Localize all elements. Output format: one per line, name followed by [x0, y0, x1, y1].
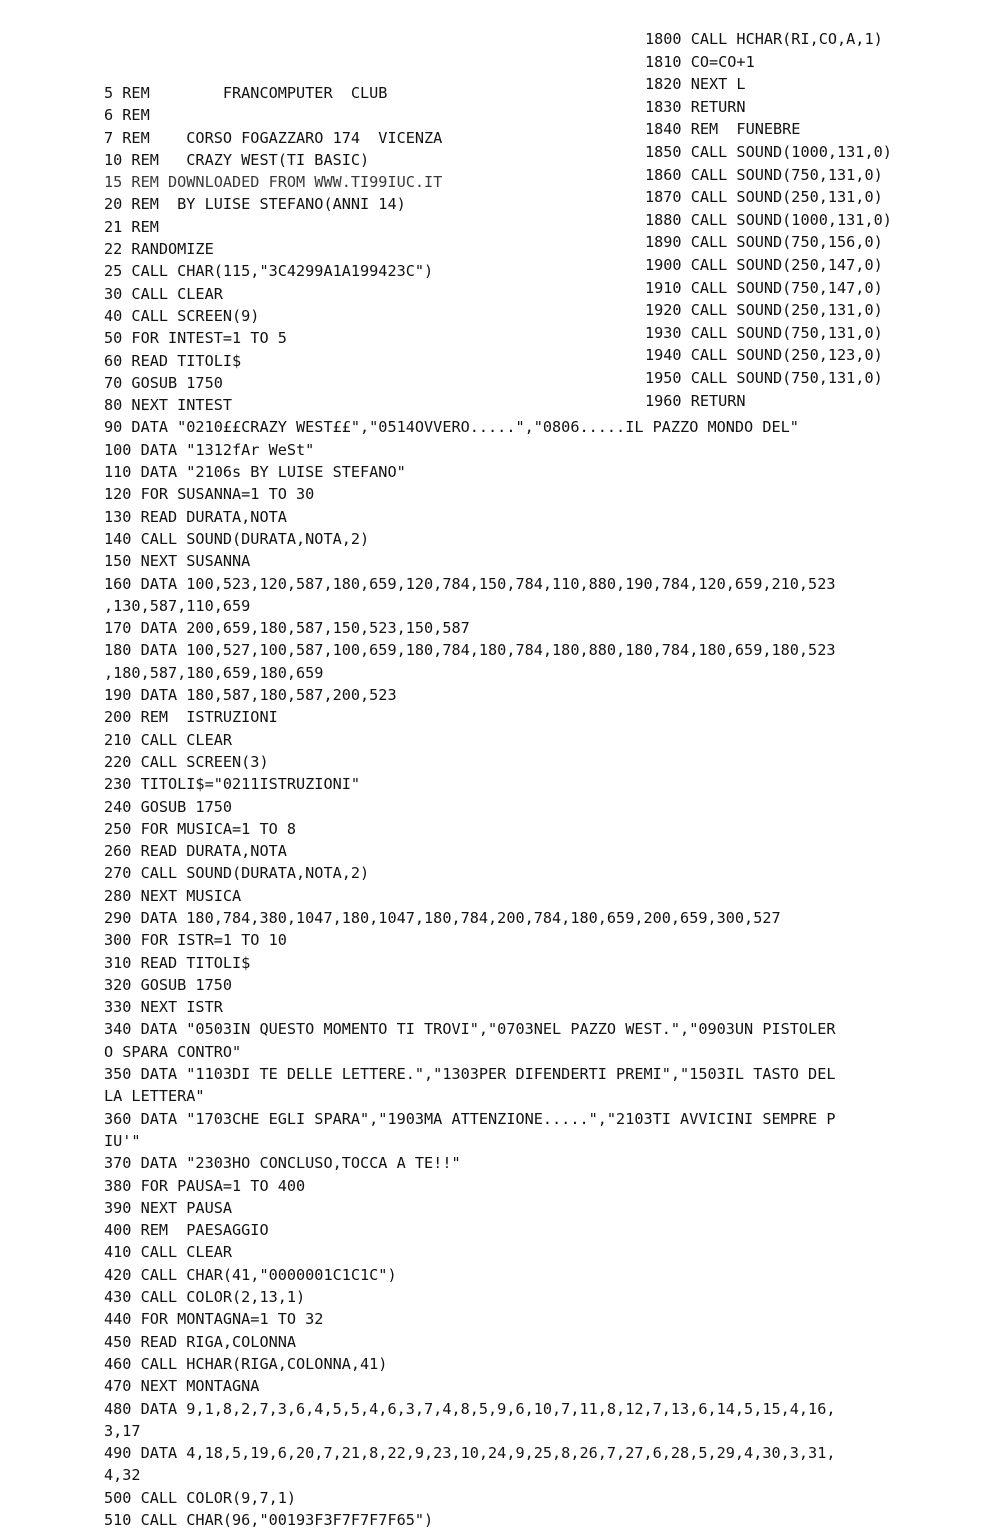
code-line: 1880 CALL SOUND(1000,131,0): [645, 210, 892, 229]
code-line: 1890 CALL SOUND(750,156,0): [645, 233, 883, 252]
code-line: 25 CALL CHAR(115,"3C4299A1A199423C"): [104, 262, 434, 281]
code-line: 1940 CALL SOUND(250,123,0): [645, 346, 883, 365]
code-line: 510 CALL CHAR(96,"00193F3F7F7F7F65"): [104, 1511, 434, 1529]
code-line: 1910 CALL SOUND(750,147,0): [645, 278, 883, 297]
code-line: ,130,587,110,659: [104, 596, 251, 615]
code-line: 170 DATA 200,659,180,587,150,523,150,587: [104, 619, 470, 638]
code-line: 1960 RETURN: [645, 391, 746, 410]
code-line: 1800 CALL HCHAR(RI,CO,A,1): [645, 30, 883, 48]
code-line: 240 GOSUB 1750: [104, 797, 233, 816]
code-line: 300 FOR ISTR=1 TO 10: [104, 931, 287, 950]
code-line: 320 GOSUB 1750: [104, 975, 233, 994]
code-line: 200 REM ISTRUZIONI: [104, 708, 278, 727]
code-line: 1950 CALL SOUND(750,131,0): [645, 368, 883, 387]
code-line: 430 CALL COLOR(2,13,1): [104, 1288, 306, 1307]
code-line: 40 CALL SCREEN(9): [104, 306, 260, 325]
code-line: 230 TITOLI$="0211ISTRUZIONI": [104, 775, 361, 794]
code-line: 5 REM FRANCOMPUTER CLUB: [104, 84, 388, 102]
code-line: 500 CALL COLOR(9,7,1): [104, 1488, 297, 1507]
code-line: 390 NEXT PAUSA: [104, 1198, 233, 1217]
code-line: 50 FOR INTEST=1 TO 5: [104, 329, 287, 348]
code-line: 440 FOR MONTAGNA=1 TO 32: [104, 1310, 324, 1329]
code-line: 140 CALL SOUND(DURATA,NOTA,2): [104, 529, 370, 548]
code-line: 7 REM CORSO FOGAZZARO 174 VICENZA: [104, 128, 443, 147]
code-line: ,180,587,180,659,180,659: [104, 663, 324, 682]
code-line: 22 RANDOMIZE: [104, 240, 214, 259]
code-line: 1840 REM FUNEBRE: [645, 120, 801, 139]
code-line: 21 REM: [104, 217, 159, 236]
code-line: 20 REM BY LUISE STEFANO(ANNI 14): [104, 195, 406, 214]
code-line: 80 NEXT INTEST: [104, 396, 233, 415]
code-line: 360 DATA "1703CHE EGLI SPARA","1903MA ATTENZIONE.....","2103TI AVVICINI SEMPRE P: [104, 1109, 836, 1128]
code-line: 280 NEXT MUSICA: [104, 886, 242, 905]
code-line: 450 READ RIGA,COLONNA: [104, 1332, 297, 1351]
code-line: 220 CALL SCREEN(3): [104, 752, 269, 771]
code-line: 90 DATA "0210££CRAZY WEST££","0514OVVERO.....","0806.....IL PAZZO MONDO DEL": [104, 418, 799, 437]
code-line: 110 DATA "2106s BY LUISE STEFANO": [104, 463, 406, 482]
code-line: 1930 CALL SOUND(750,131,0): [645, 323, 883, 342]
code-line: 270 CALL SOUND(DURATA,NOTA,2): [104, 864, 370, 883]
code-line: 400 REM PAESAGGIO: [104, 1221, 269, 1240]
code-line: 60 READ TITOLI$: [104, 351, 242, 370]
code-line: 410 CALL CLEAR: [104, 1243, 233, 1262]
code-line: 4,32: [104, 1466, 141, 1485]
code-line: 1850 CALL SOUND(1000,131,0): [645, 142, 892, 161]
code-line: 490 DATA 4,18,5,19,6,20,7,21,8,22,9,23,10,24,9,25,8,26,7,27,6,28,5,29,4,30,3,31,: [104, 1444, 836, 1463]
code-line: 480 DATA 9,1,8,2,7,3,6,4,5,5,4,6,3,7,4,8,5,9,6,10,7,11,8,12,7,13,6,14,5,15,4,16,: [104, 1399, 836, 1418]
code-line: 310 READ TITOLI$: [104, 953, 251, 972]
code-line: 100 DATA "1312fAr WeSt": [104, 440, 315, 459]
code-line: 330 NEXT ISTR: [104, 998, 223, 1017]
code-line: 1920 CALL SOUND(250,131,0): [645, 301, 883, 320]
code-line: 370 DATA "2303HO CONCLUSO,TOCCA A TE!!": [104, 1154, 461, 1173]
code-line: 1870 CALL SOUND(250,131,0): [645, 188, 883, 207]
code-line: 250 FOR MUSICA=1 TO 8: [104, 819, 297, 838]
code-line: 70 GOSUB 1750: [104, 373, 223, 392]
code-line: LA LETTERA": [104, 1087, 205, 1106]
code-line: 1900 CALL SOUND(250,147,0): [645, 255, 883, 274]
code-line: 160 DATA 100,523,120,587,180,659,120,784,150,784,110,880,190,784,120,659,210,523: [104, 574, 836, 593]
code-line-download-note: 15 REM DOWNLOADED FROM WWW.TI99IUC.IT: [104, 173, 443, 192]
code-line: O SPARA CONTRO": [104, 1042, 242, 1061]
code-line: 340 DATA "0503IN QUESTO MOMENTO TI TROVI","0703NEL PAZZO WEST.","0903UN PISTOLER: [104, 1020, 836, 1039]
code-line: 290 DATA 180,784,380,1047,180,1047,180,784,200,784,180,659,200,659,300,527: [104, 908, 781, 927]
code-line: 460 CALL HCHAR(RIGA,COLONNA,41): [104, 1354, 388, 1373]
code-line: 470 NEXT MONTAGNA: [104, 1377, 260, 1396]
code-line: 1830 RETURN: [645, 97, 746, 116]
code-line: 1820 NEXT L: [645, 75, 746, 94]
code-line: 350 DATA "1103DI TE DELLE LETTERE.","1303PER DIFENDERTI PREMI","1503IL TASTO DEL: [104, 1065, 836, 1084]
listing-main-column: [104, 82, 974, 1531]
code-line: 6 REM: [104, 106, 150, 125]
code-line: 150 NEXT SUSANNA: [104, 552, 251, 571]
code-line: 30 CALL CLEAR: [104, 284, 223, 303]
code-line: 380 FOR PAUSA=1 TO 400: [104, 1176, 306, 1195]
code-line: 420 CALL CHAR(41,"0000001C1C1C"): [104, 1265, 397, 1284]
code-line: 210 CALL CLEAR: [104, 730, 233, 749]
code-line: 260 READ DURATA,NOTA: [104, 842, 287, 861]
code-line: 10 REM CRAZY WEST(TI BASIC): [104, 150, 370, 169]
code-line: 3,17: [104, 1421, 141, 1440]
code-line: 130 READ DURATA,NOTA: [104, 507, 287, 526]
code-line: IU'": [104, 1131, 141, 1150]
code-line: 180 DATA 100,527,100,587,100,659,180,784,180,784,180,880,180,784,180,659,180,523: [104, 641, 836, 660]
code-line: 1860 CALL SOUND(750,131,0): [645, 165, 883, 184]
code-line: 190 DATA 180,587,180,587,200,523: [104, 686, 397, 705]
code-line: 1810 CO=CO+1: [645, 52, 755, 71]
code-line: 120 FOR SUSANNA=1 TO 30: [104, 485, 315, 504]
